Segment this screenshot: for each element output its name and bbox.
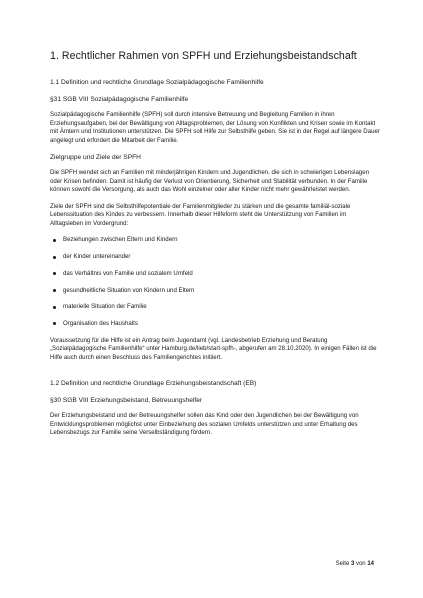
list-item xyxy=(50,236,380,244)
page-number xyxy=(336,560,374,568)
list-item-text: materielle Situation der Familie xyxy=(63,303,147,311)
goals-paragraph: Ziele der SPFH sind die Selbsthilfepotentiale der Familienmitglieder zu stärken und die gesamte familiäl-soziale Lebenssituation des Kindes zu verbessern. Innerhalb dieser Hilfeform steht die Unterstützung von Familien im Alltagsleben im Vordergrund: xyxy=(50,202,351,227)
bullet-icon xyxy=(53,239,56,242)
subsection-heading-30: §30 SGB VIII Erziehungsbeistand, Betreuungshelfer xyxy=(50,397,203,405)
bullet-icon xyxy=(53,306,56,309)
eb-definition-paragraph: Der Erziehungsbeistand und der Betreuungshelfer sollen das Kind oder den Jugendlichen bei der Bewältigung von Entwicklungsproblemen möglichst unter Einbeziehung des sozialen Umfelds unterstützen und unter Erhaltung des Lebensbezugs zur Familie seine Verselbständigung fördern. xyxy=(50,412,359,437)
section-heading-1-1: 1.1 Definition und rechtliche Grundlage Sozialpädagogische Familienhilfe xyxy=(50,79,264,86)
subsection-heading-31: §31 SGB VIII Sozialpädagogische Familienhilfe xyxy=(50,96,189,103)
support-areas-list xyxy=(50,236,380,327)
page-number-current: 3 xyxy=(350,561,355,567)
page-content xyxy=(50,50,380,446)
list-item-text: gesundheitliche Situation von Kindern und Eltern xyxy=(63,286,195,294)
requirements-paragraph: Voraussetzung für die Hilfe ist ein Antrag beim Jugendamt (vgl. Landesbetrieb Erziehung und Beratung „Sozialpädagogische Familienhilfe“ unter Hamburg.de/lieb/start-spfh-, abgerufen am 28.10.2020). In einigen Fällen ist die Hilfe auch durch einen Beschluss des Familiengerichtes initiiert. xyxy=(50,336,377,361)
list-item xyxy=(50,253,380,261)
target-group-paragraph: Die SPFH wendet sich an Familien mit minderjährigen Kindern und Jugendlichen, die sich in schwierigen Lebenslagen oder Krisen befinden. Damit ist häufig der Verlust von Orientierung, Sicherheit und Stabilität verbunden. In der Familie können sowohl die Versorgung, als auch das Wohl einzelner oder aller Kinder nicht mehr gewährleistet werden. xyxy=(50,169,370,194)
list-item xyxy=(50,270,380,278)
chapter-heading: 1. Rechtlicher Rahmen von SPFH und Erziehungsbeistandschaft xyxy=(50,50,357,62)
spfh-definition-paragraph: Sozialpädagogische Familienhilfe (SPFH) soll durch intensive Betreuung und Begleitung Familien in ihren Erziehungsaufgaben, bei der Bewältigung von Alltagsproblemen, der Lösung von Konflikten und Krisen sowie im Kontakt mit Ämtern und Institutionen unterstützen. Die SPFH soll Hilfe zur Selbsthilfe geben. Sie ist in der Regel auf längere Dauer angelegt und erfordert die Mitarbeit der Familie. xyxy=(50,111,380,144)
target-group-heading: Zielgruppe und Ziele der SPFH xyxy=(50,154,141,162)
bullet-icon xyxy=(53,256,56,259)
list-item-text: Organisation des Haushalts xyxy=(63,319,138,327)
bullet-icon xyxy=(53,289,56,292)
section-heading-1-2: 1.2 Definition und rechtliche Grundlage Erziehungsbeistandschaft (EB) xyxy=(50,380,257,388)
bullet-icon xyxy=(53,272,56,275)
list-item-text: das Verhältnis von Familie und sozialem Umfeld xyxy=(63,269,193,277)
page-number-total: 14 xyxy=(367,561,374,567)
list-item xyxy=(50,287,380,295)
bullet-icon xyxy=(53,322,56,325)
page-number-prefix: Seite xyxy=(335,561,351,567)
list-item-text: Beziehungen zwischen Eltern und Kindern xyxy=(63,236,178,244)
list-item xyxy=(50,320,380,328)
list-item xyxy=(50,303,380,311)
page-number-middle: von xyxy=(354,561,368,567)
list-item-text: der Kinder untereinander xyxy=(63,253,131,261)
